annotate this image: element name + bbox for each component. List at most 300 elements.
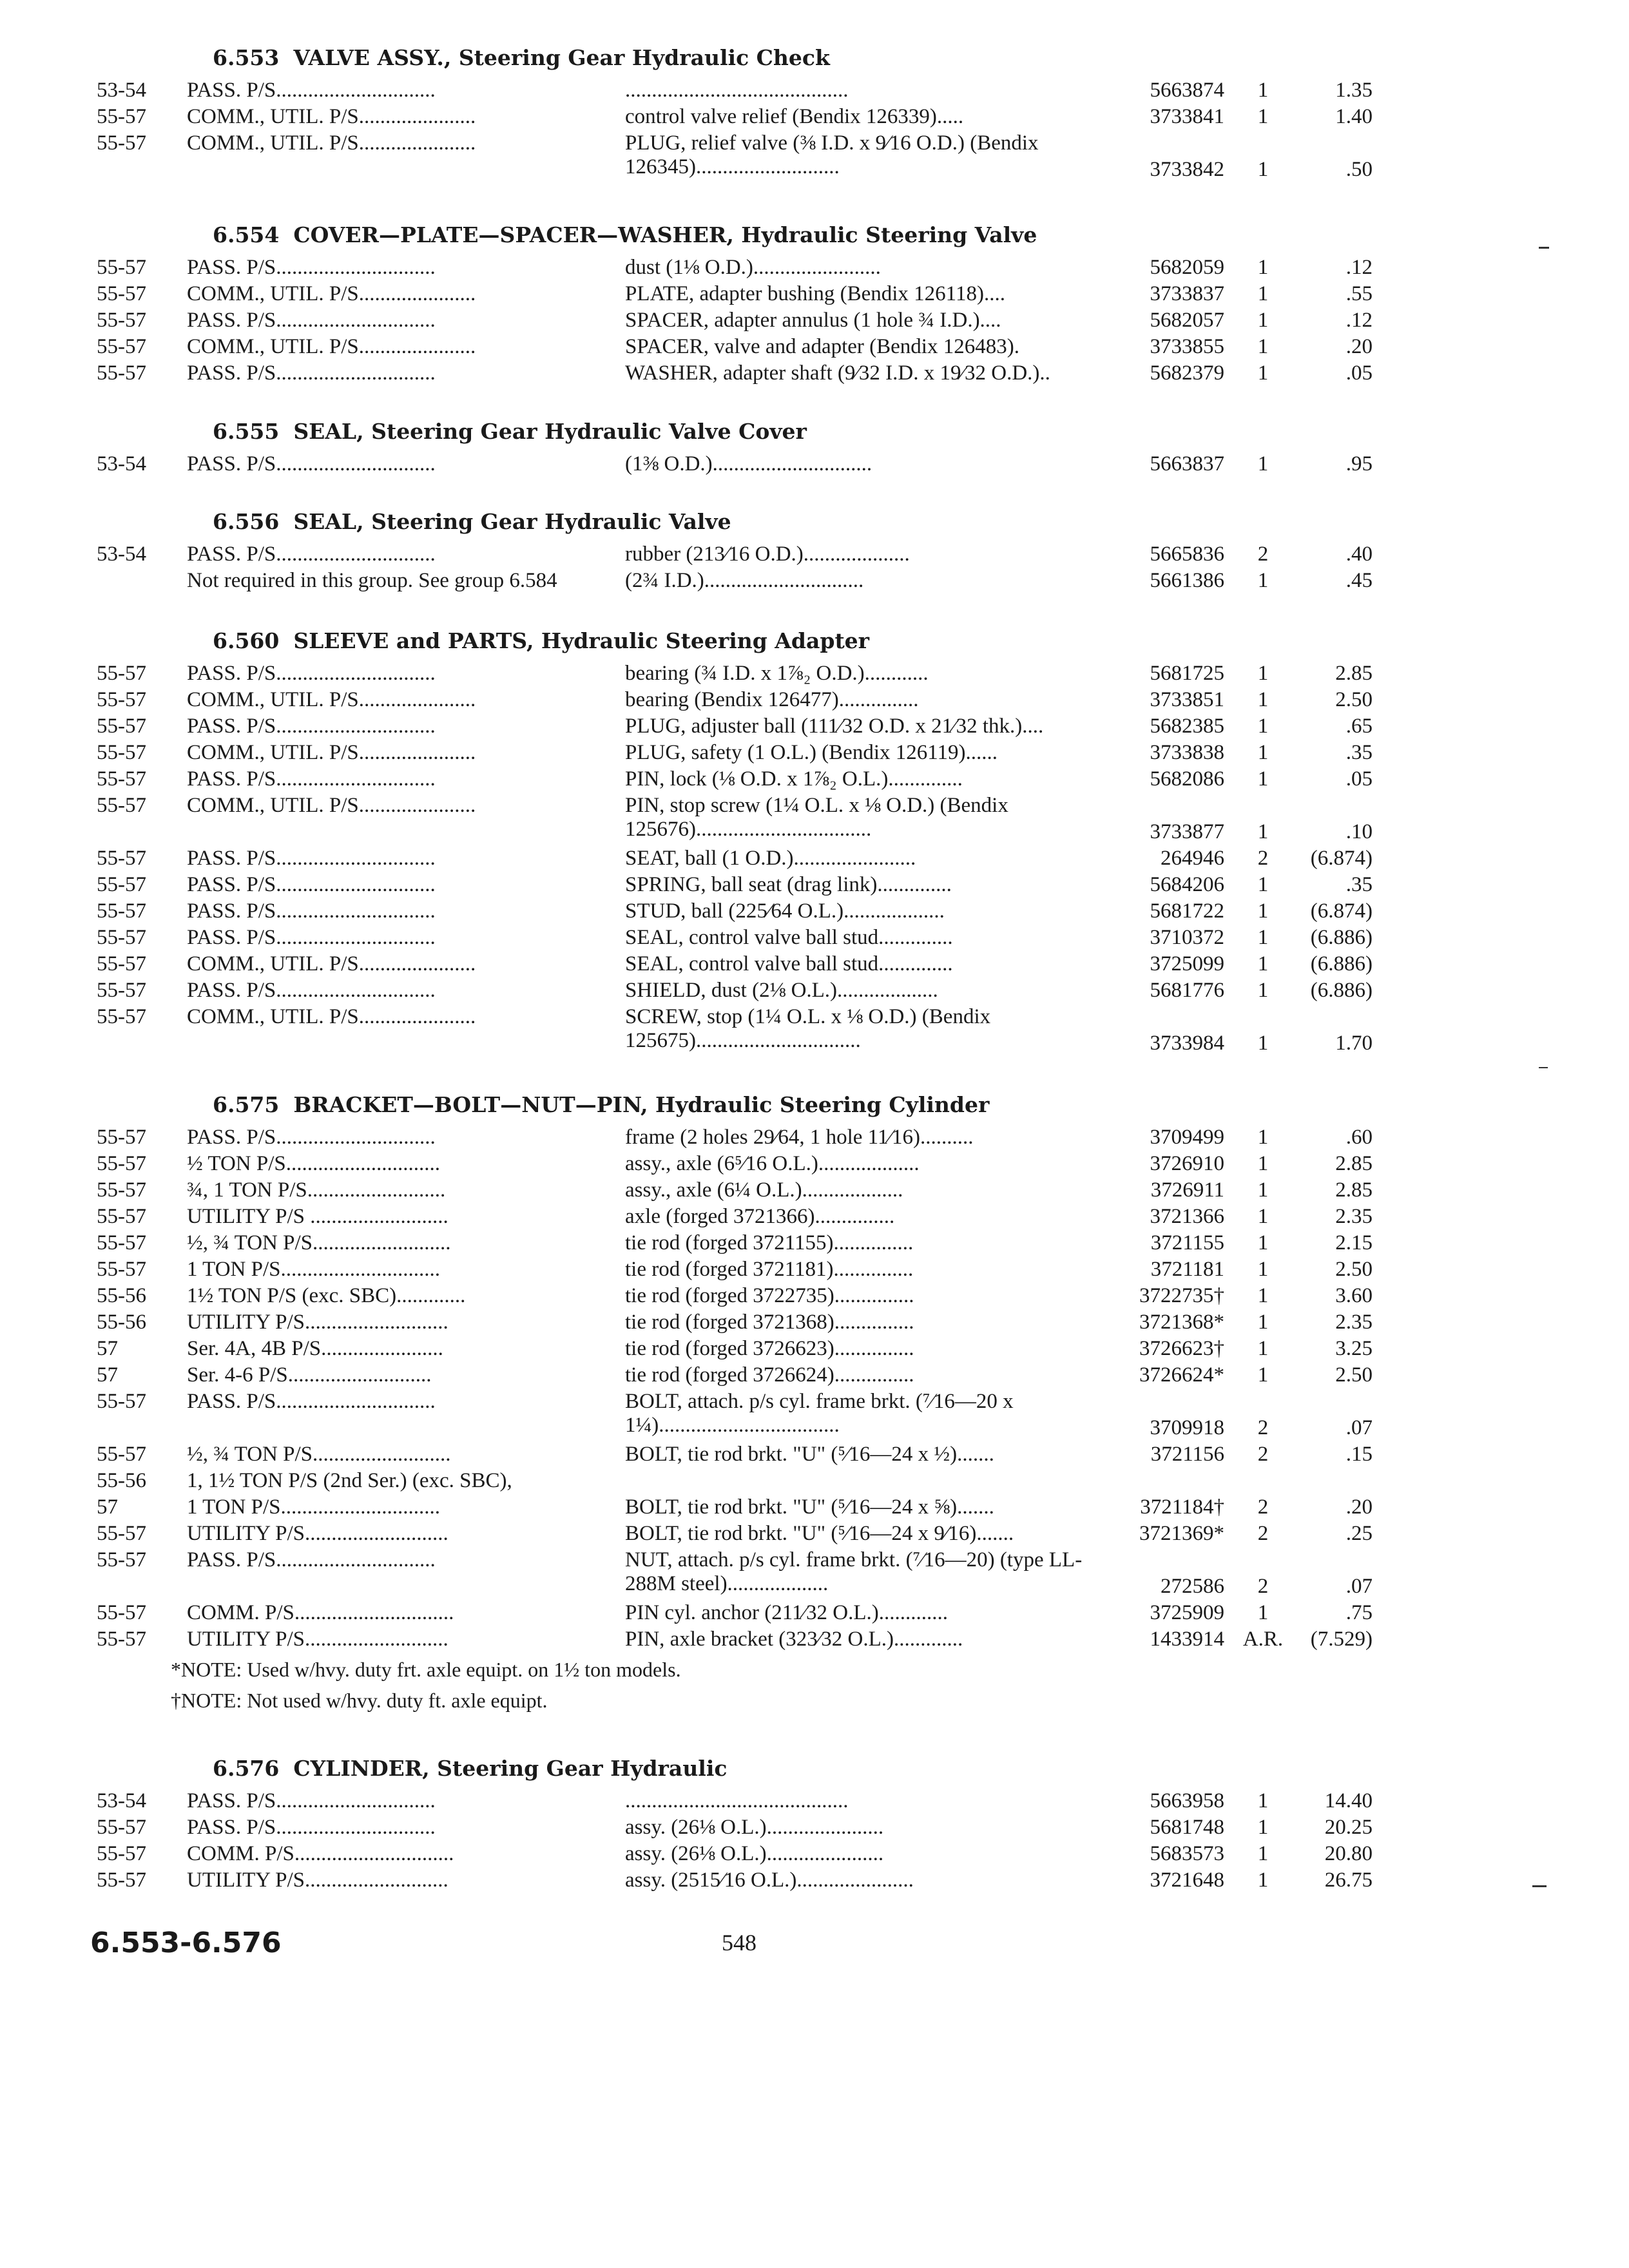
model-year: 55-57 bbox=[97, 361, 146, 385]
footnote: *NOTE: Used w/hvy. duty frt. axle equipt. on 1½ ton models. bbox=[171, 1658, 681, 1681]
part-description: PIN, lock (⅛ O.D. x 1⅞₂ O.L.).............. bbox=[625, 767, 963, 791]
model-year: 55-56 bbox=[97, 1469, 146, 1492]
part-description: tie rod (forged 3726623)............... bbox=[625, 1337, 914, 1360]
model-application: 1 TON P/S.............................. bbox=[187, 1495, 441, 1519]
quantity: 1 bbox=[1257, 1284, 1269, 1307]
model-application: PASS. P/S.............................. bbox=[187, 1390, 436, 1413]
section-heading bbox=[213, 628, 869, 653]
section-title: BRACKET—BOLT—NUT—PIN, Hydraulic Steering Cylinder bbox=[293, 1092, 990, 1117]
footnote: †NOTE: Not used w/hvy. duty ft. axle equipt. bbox=[171, 1689, 548, 1712]
part-number: 3721184† bbox=[1140, 1495, 1224, 1519]
quantity: 1 bbox=[1257, 1126, 1269, 1149]
part-description: BOLT, tie rod brkt. "U" (⁵⁄16—24 x ½)....... bbox=[625, 1443, 994, 1466]
model-application: COMM., UTIL. P/S...................... bbox=[187, 741, 476, 764]
part-description: SHIELD, dust (2⅛ O.L.)................... bbox=[625, 979, 938, 1002]
quantity: 1 bbox=[1257, 1789, 1269, 1812]
quantity: 1 bbox=[1257, 1152, 1269, 1175]
quantity: 1 bbox=[1257, 1205, 1269, 1228]
quantity: 1 bbox=[1257, 256, 1269, 279]
part-description: tie rod (forged 3722735)............... bbox=[625, 1284, 914, 1307]
catalog-row bbox=[0, 1005, 1629, 1055]
model-application: 1, 1½ TON P/S (2nd Ser.) (exc. SBC), bbox=[187, 1469, 512, 1492]
part-number: 5682057 bbox=[1150, 309, 1224, 332]
part-number: 5684206 bbox=[1150, 873, 1224, 896]
catalog-row bbox=[0, 1258, 1629, 1285]
part-description: assy., axle (6¼ O.L.)................... bbox=[625, 1178, 903, 1202]
quantity: 1 bbox=[1257, 1231, 1269, 1254]
quantity: 1 bbox=[1257, 715, 1269, 738]
part-description: NUT, attach. p/s cyl. frame brkt. (⁷⁄16—20) (type LL-288M steel)................... bbox=[625, 1548, 1083, 1595]
part-description: SCREW, stop (1¼ O.L. x ⅛ O.D.) (Bendix 125675)............................... bbox=[625, 1005, 991, 1052]
price: .07 bbox=[1345, 1416, 1373, 1439]
quantity: 1 bbox=[1257, 1258, 1269, 1281]
model-application: ½, ¾ TON P/S.......................... bbox=[187, 1443, 451, 1466]
margin-mark bbox=[1532, 1885, 1547, 1887]
part-number: 3733877 bbox=[1150, 820, 1224, 843]
quantity: 1 bbox=[1257, 1032, 1269, 1055]
model-application: PASS. P/S.............................. bbox=[187, 1789, 436, 1812]
part-number: 3726624* bbox=[1139, 1363, 1224, 1387]
part-number: 3709918 bbox=[1150, 1416, 1224, 1439]
quantity: 1 bbox=[1257, 926, 1269, 949]
part-description: (1⅜ O.D.).............................. bbox=[625, 452, 872, 476]
part-number: 3725099 bbox=[1150, 952, 1224, 975]
quantity: 1 bbox=[1257, 1311, 1269, 1334]
model-application: PASS. P/S.............................. bbox=[187, 662, 436, 685]
section-number: 6.575 bbox=[213, 1092, 280, 1117]
model-year: 55-57 bbox=[97, 1869, 146, 1892]
price: 2.15 bbox=[1335, 1231, 1373, 1254]
quantity: 2 bbox=[1257, 1495, 1269, 1519]
model-application: UTILITY P/S........................... bbox=[187, 1522, 448, 1545]
part-description: control valve relief (Bendix 126339)..... bbox=[625, 105, 964, 128]
catalog-row bbox=[0, 873, 1629, 900]
section-title: CYLINDER, Steering Gear Hydraulic bbox=[293, 1756, 728, 1781]
part-number: 3733855 bbox=[1150, 335, 1224, 358]
model-year: 57 bbox=[97, 1363, 118, 1387]
part-number: 3733842 bbox=[1150, 158, 1224, 181]
section-number: 6.555 bbox=[213, 419, 280, 444]
section-title: SLEEVE and PARTS, Hydraulic Steering Adapter bbox=[293, 628, 870, 653]
catalog-row bbox=[0, 309, 1629, 336]
model-year: 55-57 bbox=[97, 873, 146, 896]
part-number: 272586 bbox=[1161, 1575, 1224, 1598]
part-number: 5681776 bbox=[1150, 979, 1224, 1002]
model-application: PASS. P/S.............................. bbox=[187, 1126, 436, 1149]
quantity: 1 bbox=[1257, 899, 1269, 923]
model-year: 55-57 bbox=[97, 309, 146, 332]
price: .75 bbox=[1345, 1601, 1373, 1624]
price: (6.874) bbox=[1310, 899, 1373, 923]
price: .35 bbox=[1345, 741, 1373, 764]
model-application: PASS. P/S.............................. bbox=[187, 715, 436, 738]
model-application: COMM., UTIL. P/S...................... bbox=[187, 131, 476, 155]
part-description: SEAT, ball (1 O.D.)....................... bbox=[625, 847, 916, 870]
model-application: PASS. P/S.............................. bbox=[187, 767, 436, 791]
catalog-row bbox=[0, 1126, 1629, 1153]
part-description: assy. (2515⁄16 O.L.)...................... bbox=[625, 1869, 914, 1892]
price: 2.50 bbox=[1335, 1258, 1373, 1281]
part-description: BOLT, tie rod brkt. "U" (⁵⁄16—24 x 9⁄16)....... bbox=[625, 1522, 1014, 1545]
part-description: PLUG, adjuster ball (111⁄32 O.D. x 21⁄32 thk.).... bbox=[625, 715, 1044, 738]
price: .65 bbox=[1345, 715, 1373, 738]
catalog-row bbox=[0, 131, 1629, 181]
quantity: 1 bbox=[1257, 1842, 1269, 1865]
quantity: 1 bbox=[1257, 741, 1269, 764]
model-application: 1½ TON P/S (exc. SBC)............. bbox=[187, 1284, 466, 1307]
catalog-row bbox=[0, 1390, 1629, 1439]
catalog-row bbox=[0, 741, 1629, 768]
model-year: 55-57 bbox=[97, 282, 146, 305]
section-heading bbox=[213, 222, 1037, 247]
model-year: 53-54 bbox=[97, 79, 146, 102]
section-heading bbox=[213, 1092, 989, 1117]
catalog-row bbox=[0, 1816, 1629, 1843]
part-description: SPRING, ball seat (drag link).............. bbox=[625, 873, 952, 896]
quantity: 1 bbox=[1257, 767, 1269, 791]
model-application: PASS. P/S.............................. bbox=[187, 256, 436, 279]
model-year: 55-57 bbox=[97, 1178, 146, 1202]
model-application: COMM. P/S.............................. bbox=[187, 1842, 454, 1865]
part-description: PIN, axle bracket (323⁄32 O.L.)............. bbox=[625, 1628, 963, 1651]
model-year: 55-57 bbox=[97, 767, 146, 791]
quantity: 2 bbox=[1257, 543, 1269, 566]
part-description: tie rod (forged 3721181)............... bbox=[625, 1258, 914, 1281]
model-application: Ser. 4A, 4B P/S....................... bbox=[187, 1337, 443, 1360]
catalog-row bbox=[0, 794, 1629, 843]
catalog-row bbox=[0, 1789, 1629, 1816]
part-description: STUD, ball (225⁄64 O.L.)................... bbox=[625, 899, 945, 923]
section-title: VALVE ASSY., Steering Gear Hydraulic Check bbox=[293, 45, 830, 70]
quantity: 2 bbox=[1257, 1416, 1269, 1439]
quantity: 1 bbox=[1257, 1869, 1269, 1892]
model-year: 55-57 bbox=[97, 1126, 146, 1149]
quantity: 1 bbox=[1257, 569, 1269, 592]
model-application: Not required in this group. See group 6.584 bbox=[187, 569, 557, 592]
catalog-row bbox=[0, 688, 1629, 715]
quantity: 1 bbox=[1257, 452, 1269, 476]
part-description: WASHER, adapter shaft (9⁄32 I.D. x 19⁄32 O.D.).. bbox=[625, 361, 1050, 385]
section-number: 6.554 bbox=[213, 222, 280, 247]
catalog-row bbox=[0, 543, 1629, 570]
part-number: 5665836 bbox=[1150, 543, 1224, 566]
model-year: 55-57 bbox=[97, 1005, 146, 1028]
quantity: 1 bbox=[1257, 1601, 1269, 1624]
model-year: 55-57 bbox=[97, 847, 146, 870]
price: 2.35 bbox=[1335, 1311, 1373, 1334]
part-number: 3733838 bbox=[1150, 741, 1224, 764]
price: .20 bbox=[1345, 335, 1373, 358]
model-year: 57 bbox=[97, 1337, 118, 1360]
catalog-row bbox=[0, 1311, 1629, 1338]
part-description: axle (forged 3721366)............... bbox=[625, 1205, 895, 1228]
price: 26.75 bbox=[1324, 1869, 1373, 1892]
model-application: COMM., UTIL. P/S...................... bbox=[187, 335, 476, 358]
model-year: 55-57 bbox=[97, 1522, 146, 1545]
model-year: 55-57 bbox=[97, 688, 146, 711]
catalog-row bbox=[0, 1231, 1629, 1258]
catalog-row bbox=[0, 1178, 1629, 1206]
section-heading bbox=[213, 509, 731, 534]
catalog-row bbox=[0, 847, 1629, 874]
quantity: 1 bbox=[1257, 952, 1269, 975]
catalog-row bbox=[0, 256, 1629, 283]
part-number: 3726910 bbox=[1150, 1152, 1224, 1175]
model-year: 55-57 bbox=[97, 715, 146, 738]
model-year: 55-57 bbox=[97, 1390, 146, 1413]
catalog-row bbox=[0, 1363, 1629, 1390]
model-year: 55-57 bbox=[97, 1842, 146, 1865]
model-application: PASS. P/S.............................. bbox=[187, 543, 436, 566]
price: 2.50 bbox=[1335, 1363, 1373, 1387]
model-application: PASS. P/S.............................. bbox=[187, 361, 436, 385]
price: 3.25 bbox=[1335, 1337, 1373, 1360]
price: .07 bbox=[1345, 1575, 1373, 1598]
catalog-row bbox=[0, 1205, 1629, 1232]
price: 3.60 bbox=[1335, 1284, 1373, 1307]
quantity: 2 bbox=[1257, 1575, 1269, 1598]
catalog-row bbox=[0, 1495, 1629, 1523]
catalog-row bbox=[0, 105, 1629, 132]
model-year: 53-54 bbox=[97, 1789, 146, 1812]
catalog-row bbox=[0, 662, 1629, 689]
quantity: 1 bbox=[1257, 282, 1269, 305]
catalog-row bbox=[0, 452, 1629, 479]
quantity: 2 bbox=[1257, 847, 1269, 870]
model-application: COMM., UTIL. P/S...................... bbox=[187, 794, 476, 817]
model-application: UTILITY P/S........................... bbox=[187, 1628, 448, 1651]
model-year: 55-57 bbox=[97, 794, 146, 817]
part-number: 3733851 bbox=[1150, 688, 1224, 711]
part-description: tie rod (forged 3721155)............... bbox=[625, 1231, 914, 1254]
model-year: 55-57 bbox=[97, 1628, 146, 1651]
part-number: 5681748 bbox=[1150, 1816, 1224, 1839]
price: 2.85 bbox=[1335, 662, 1373, 685]
catalog-row bbox=[0, 79, 1629, 106]
part-number: 3710372 bbox=[1150, 926, 1224, 949]
part-number: 3722735† bbox=[1139, 1284, 1224, 1307]
part-number: 3733841 bbox=[1150, 105, 1224, 128]
section-heading bbox=[213, 419, 807, 444]
model-application: PASS. P/S.............................. bbox=[187, 979, 436, 1002]
part-number: 5661386 bbox=[1150, 569, 1224, 592]
model-application: ½, ¾ TON P/S.......................... bbox=[187, 1231, 451, 1254]
page-number: 548 bbox=[722, 1930, 757, 1956]
part-description: SEAL, control valve ball stud.............. bbox=[625, 926, 953, 949]
model-application: COMM., UTIL. P/S...................... bbox=[187, 105, 476, 128]
section-title: SEAL, Steering Gear Hydraulic Valve Cover bbox=[293, 419, 807, 444]
catalog-row bbox=[0, 979, 1629, 1006]
catalog-row bbox=[0, 569, 1629, 596]
model-application: PASS. P/S.............................. bbox=[187, 847, 436, 870]
model-application: UTILITY P/S........................... bbox=[187, 1311, 448, 1334]
model-year: 55-57 bbox=[97, 952, 146, 975]
price: .12 bbox=[1345, 309, 1373, 332]
quantity: 1 bbox=[1257, 1337, 1269, 1360]
price: .45 bbox=[1345, 569, 1373, 592]
catalog-row bbox=[0, 361, 1629, 389]
part-description: rubber (213⁄16 O.D.).................... bbox=[625, 543, 910, 566]
section-number: 6.553 bbox=[213, 45, 280, 70]
price: .55 bbox=[1345, 282, 1373, 305]
catalog-row bbox=[0, 926, 1629, 953]
part-number: 5682059 bbox=[1150, 256, 1224, 279]
model-year: 55-57 bbox=[97, 1258, 146, 1281]
price: .40 bbox=[1345, 543, 1373, 566]
model-year: 55-57 bbox=[97, 1548, 146, 1571]
part-description: BOLT, attach. p/s cyl. frame brkt. (⁷⁄16—20 x 1¼).................................. bbox=[625, 1390, 1014, 1437]
model-year: 55-57 bbox=[97, 1231, 146, 1254]
quantity: 1 bbox=[1257, 335, 1269, 358]
part-number: 3733837 bbox=[1150, 282, 1224, 305]
part-description: bearing (Bendix 126477)............... bbox=[625, 688, 919, 711]
model-application: 1 TON P/S.............................. bbox=[187, 1258, 441, 1281]
price: (6.886) bbox=[1310, 926, 1373, 949]
catalog-row bbox=[0, 1522, 1629, 1549]
price: .15 bbox=[1345, 1443, 1373, 1466]
quantity: 2 bbox=[1257, 1522, 1269, 1545]
model-year: 53-54 bbox=[97, 543, 146, 566]
page-range: 6.553-6.576 bbox=[90, 1927, 282, 1959]
section-number: 6.556 bbox=[213, 509, 280, 534]
part-number: 3721369* bbox=[1139, 1522, 1224, 1545]
model-application: COMM., UTIL. P/S...................... bbox=[187, 282, 476, 305]
model-application: COMM. P/S.............................. bbox=[187, 1601, 454, 1624]
part-description: (2¾ I.D.).............................. bbox=[625, 569, 864, 592]
model-year: 57 bbox=[97, 1495, 118, 1519]
part-number: 3721155 bbox=[1150, 1231, 1224, 1254]
quantity: 1 bbox=[1257, 105, 1269, 128]
quantity: 1 bbox=[1257, 1363, 1269, 1387]
model-year: 55-56 bbox=[97, 1311, 146, 1334]
catalog-row bbox=[0, 952, 1629, 979]
catalog-row bbox=[0, 335, 1629, 362]
model-year: 55-57 bbox=[97, 741, 146, 764]
part-description: SEAL, control valve ball stud.............. bbox=[625, 952, 953, 975]
price: 2.35 bbox=[1335, 1205, 1373, 1228]
price: .60 bbox=[1345, 1126, 1373, 1149]
part-number: 3721368* bbox=[1139, 1311, 1224, 1334]
part-description: tie rod (forged 3726624)............... bbox=[625, 1363, 914, 1387]
part-number: 3726623† bbox=[1139, 1337, 1224, 1360]
margin-mark bbox=[1539, 247, 1549, 249]
model-application: UTILITY P/S .......................... bbox=[187, 1205, 448, 1228]
part-description: assy. (26⅛ O.L.)...................... bbox=[625, 1816, 884, 1839]
price: .50 bbox=[1345, 158, 1373, 181]
part-description: assy., axle (6⁵⁄16 O.L.)................... bbox=[625, 1152, 920, 1175]
model-application: COMM., UTIL. P/S...................... bbox=[187, 952, 476, 975]
part-description: PLUG, safety (1 O.L.) (Bendix 126119)...... bbox=[625, 741, 998, 764]
part-number: 1433914 bbox=[1150, 1628, 1224, 1651]
quantity: 1 bbox=[1257, 361, 1269, 385]
price: (6.886) bbox=[1310, 952, 1373, 975]
catalog-row bbox=[0, 1337, 1629, 1364]
price: .10 bbox=[1345, 820, 1373, 843]
price: .35 bbox=[1345, 873, 1373, 896]
model-application: UTILITY P/S........................... bbox=[187, 1869, 448, 1892]
part-number: 3721181 bbox=[1150, 1258, 1224, 1281]
model-year: 55-57 bbox=[97, 1205, 146, 1228]
catalog-row bbox=[0, 1628, 1629, 1655]
part-number: 3721648 bbox=[1150, 1869, 1224, 1892]
model-application: PASS. P/S.............................. bbox=[187, 452, 436, 476]
part-description: .......................................... bbox=[625, 79, 849, 102]
model-application: PASS. P/S.............................. bbox=[187, 926, 436, 949]
quantity: 1 bbox=[1257, 1816, 1269, 1839]
model-application: ½ TON P/S............................. bbox=[187, 1152, 441, 1175]
part-description: PIN, stop screw (1¼ O.L. x ⅛ O.D.) (Bendix 125676)................................. bbox=[625, 794, 1008, 841]
part-number: 3721366 bbox=[1150, 1205, 1224, 1228]
model-application: COMM., UTIL. P/S...................... bbox=[187, 1005, 476, 1028]
quantity: 1 bbox=[1257, 979, 1269, 1002]
quantity: 1 bbox=[1257, 873, 1269, 896]
model-application: PASS. P/S.............................. bbox=[187, 1548, 436, 1571]
price: 2.50 bbox=[1335, 688, 1373, 711]
section-heading bbox=[213, 45, 830, 70]
part-description: BOLT, tie rod brkt. "U" (⁵⁄16—24 x ⅝)....... bbox=[625, 1495, 994, 1519]
quantity: 1 bbox=[1257, 309, 1269, 332]
price: .05 bbox=[1345, 361, 1373, 385]
price: 1.35 bbox=[1335, 79, 1373, 102]
model-year: 55-57 bbox=[97, 335, 146, 358]
part-number: 5683573 bbox=[1150, 1842, 1224, 1865]
price: .20 bbox=[1345, 1495, 1373, 1519]
part-number: 5682086 bbox=[1150, 767, 1224, 791]
model-application: PASS. P/S.............................. bbox=[187, 873, 436, 896]
price: 2.85 bbox=[1335, 1152, 1373, 1175]
part-number: 3725909 bbox=[1150, 1601, 1224, 1624]
margin-mark bbox=[1539, 1067, 1548, 1068]
part-description: PIN cyl. anchor (211⁄32 O.L.)............. bbox=[625, 1601, 949, 1624]
part-description: assy. (26⅛ O.L.)...................... bbox=[625, 1842, 884, 1865]
quantity: 1 bbox=[1257, 158, 1269, 181]
price: 1.40 bbox=[1335, 105, 1373, 128]
model-year: 53-54 bbox=[97, 452, 146, 476]
part-number: 3709499 bbox=[1150, 1126, 1224, 1149]
model-application: PASS. P/S.............................. bbox=[187, 899, 436, 923]
price: .05 bbox=[1345, 767, 1373, 791]
part-number: 3721156 bbox=[1150, 1443, 1224, 1466]
model-application: ¾, 1 TON P/S.......................... bbox=[187, 1178, 446, 1202]
catalog-row bbox=[0, 1869, 1629, 1896]
part-description: SPACER, valve and adapter (Bendix 126483). bbox=[625, 335, 1019, 358]
catalog-row bbox=[0, 1842, 1629, 1869]
part-description: frame (2 holes 29⁄64, 1 hole 11⁄16).......... bbox=[625, 1126, 974, 1149]
quantity: 1 bbox=[1257, 688, 1269, 711]
part-number: 264946 bbox=[1161, 847, 1224, 870]
quantity: 1 bbox=[1257, 79, 1269, 102]
part-description: .......................................... bbox=[625, 1789, 849, 1812]
part-number: 3733984 bbox=[1150, 1032, 1224, 1055]
quantity: 1 bbox=[1257, 662, 1269, 685]
part-number: 5663874 bbox=[1150, 79, 1224, 102]
part-number: 5682379 bbox=[1150, 361, 1224, 385]
price: 1.70 bbox=[1335, 1032, 1373, 1055]
part-description: tie rod (forged 3721368)............... bbox=[625, 1311, 914, 1334]
section-number: 6.576 bbox=[213, 1756, 280, 1781]
quantity: 2 bbox=[1257, 1443, 1269, 1466]
part-number: 5663837 bbox=[1150, 452, 1224, 476]
part-number: 3726911 bbox=[1150, 1178, 1224, 1202]
model-year: 55-57 bbox=[97, 979, 146, 1002]
model-year: 55-57 bbox=[97, 105, 146, 128]
part-number: 5681725 bbox=[1150, 662, 1224, 685]
model-year: 55-57 bbox=[97, 1601, 146, 1624]
model-year: 55-57 bbox=[97, 1152, 146, 1175]
part-description: SPACER, adapter annulus (1 hole ¾ I.D.).... bbox=[625, 309, 1001, 332]
price: 2.85 bbox=[1335, 1178, 1373, 1202]
catalog-row bbox=[0, 767, 1629, 794]
